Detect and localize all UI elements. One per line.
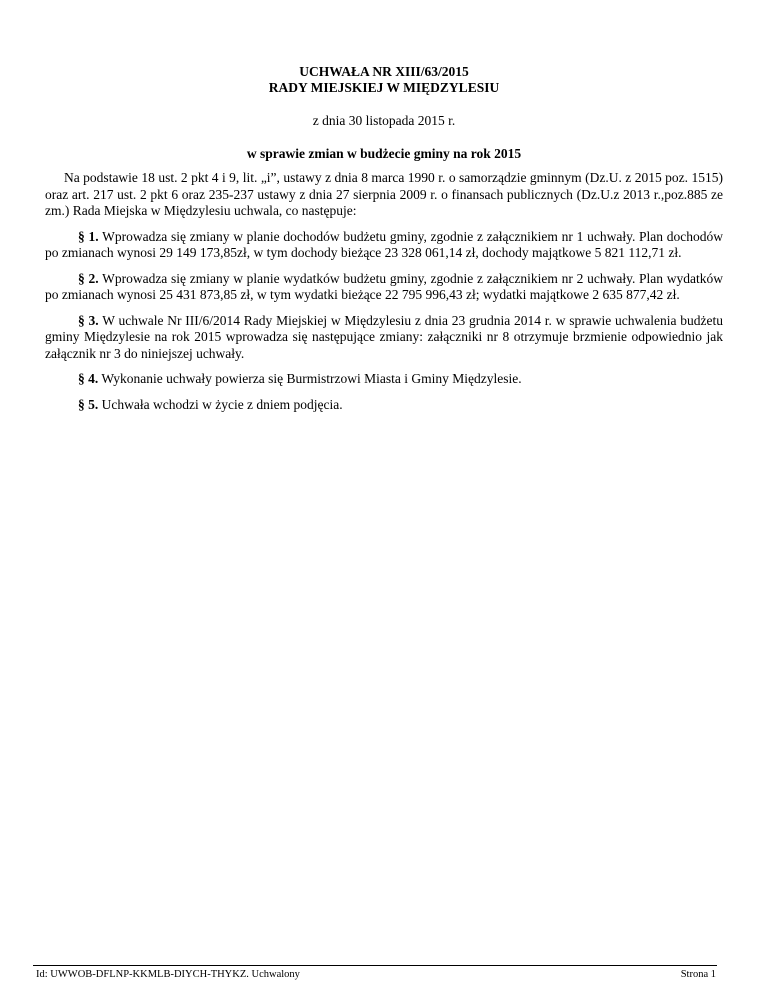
document-id: Id: UWWOB-DFLNP-KKMLB-DIYCH-THYKZ. Uchwalony — [36, 969, 300, 980]
footer-divider — [33, 965, 717, 966]
section-3 — [45, 313, 723, 363]
section-2-label: § 2. — [78, 270, 99, 286]
section-4-text: Wykonanie uchwały powierza się Burmistrzowi Miasta i Gminy Międzylesie. — [98, 371, 522, 386]
resolution-subject: w sprawie zmian w budżecie gminy na rok 2015 — [246, 146, 522, 161]
document-body — [45, 170, 723, 422]
section-5-text: Uchwała wchodzi w życie z dniem podjęcia. — [98, 396, 343, 412]
section-1-text: Wprowadza się zmiany w planie dochodów budżetu gminy, zgodnie z załącznikiem nr 1 uchwały. Plan dochodów po zmianach wynosi 29 149 173,85zł, w tym dochody bieżące 23 328 061,14 zł, dochody majątkowe 5 821 112,71 zł. — [45, 228, 724, 260]
section-4-label: § 4. — [78, 371, 99, 386]
council-name: RADY MIEJSKIEJ W MIĘDZYLESIU — [268, 80, 500, 95]
document-header — [0, 64, 768, 162]
preamble: Na podstawie 18 ust. 2 pkt 4 i 9, lit. „i”, ustawy z dnia 8 marca 1990 r. o samorządzie gminnym (Dz.U. z 2015 poz. 1515) oraz art. 217 ust. 2 pkt 6 oraz 235-237 ustawy z dnia 27 sierpnia 2009 r. o finansach publicznych (Dz.U.z 2013 r.,poz.885 ze zm.) Rada Miejska w Międzylesiu uchwala, co następuje: — [45, 170, 723, 218]
section-4 — [45, 371, 723, 388]
section-5-label: § 5. — [78, 396, 99, 412]
section-1-label: § 1. — [78, 228, 99, 244]
section-3-label: § 3. — [78, 312, 99, 328]
section-3-text: W uchwale Nr III/6/2014 Rady Miejskiej w Międzylesiu z dnia 23 grudnia 2014 r. w sprawie uchwalenia budżetu gminy Międzylesie na rok 2015 wprowadza się następujące zmiany: załączniki nr 8 otrzymuje brzmienie odpowiednio jak załącznik nr 3 do niniejszej uchwały. — [45, 312, 724, 361]
resolution-number: UCHWAŁA NR XIII/63/2015 — [299, 64, 469, 79]
section-2 — [45, 271, 723, 304]
section-5 — [45, 397, 723, 414]
page-number: Strona 1 — [680, 969, 716, 980]
section-1 — [45, 229, 723, 262]
section-2-text: Wprowadza się zmiany w planie wydatków budżetu gminy, zgodnie z załącznikiem nr 2 uchwały. Plan wydatków po zmianach wynosi 25 431 873,85 zł, w tym wydatki bieżące 22 795 996,43 zł; wydatki majątkowe 2 635 877,42 zł. — [45, 270, 724, 302]
resolution-date: z dnia 30 listopada 2015 r. — [312, 113, 456, 128]
